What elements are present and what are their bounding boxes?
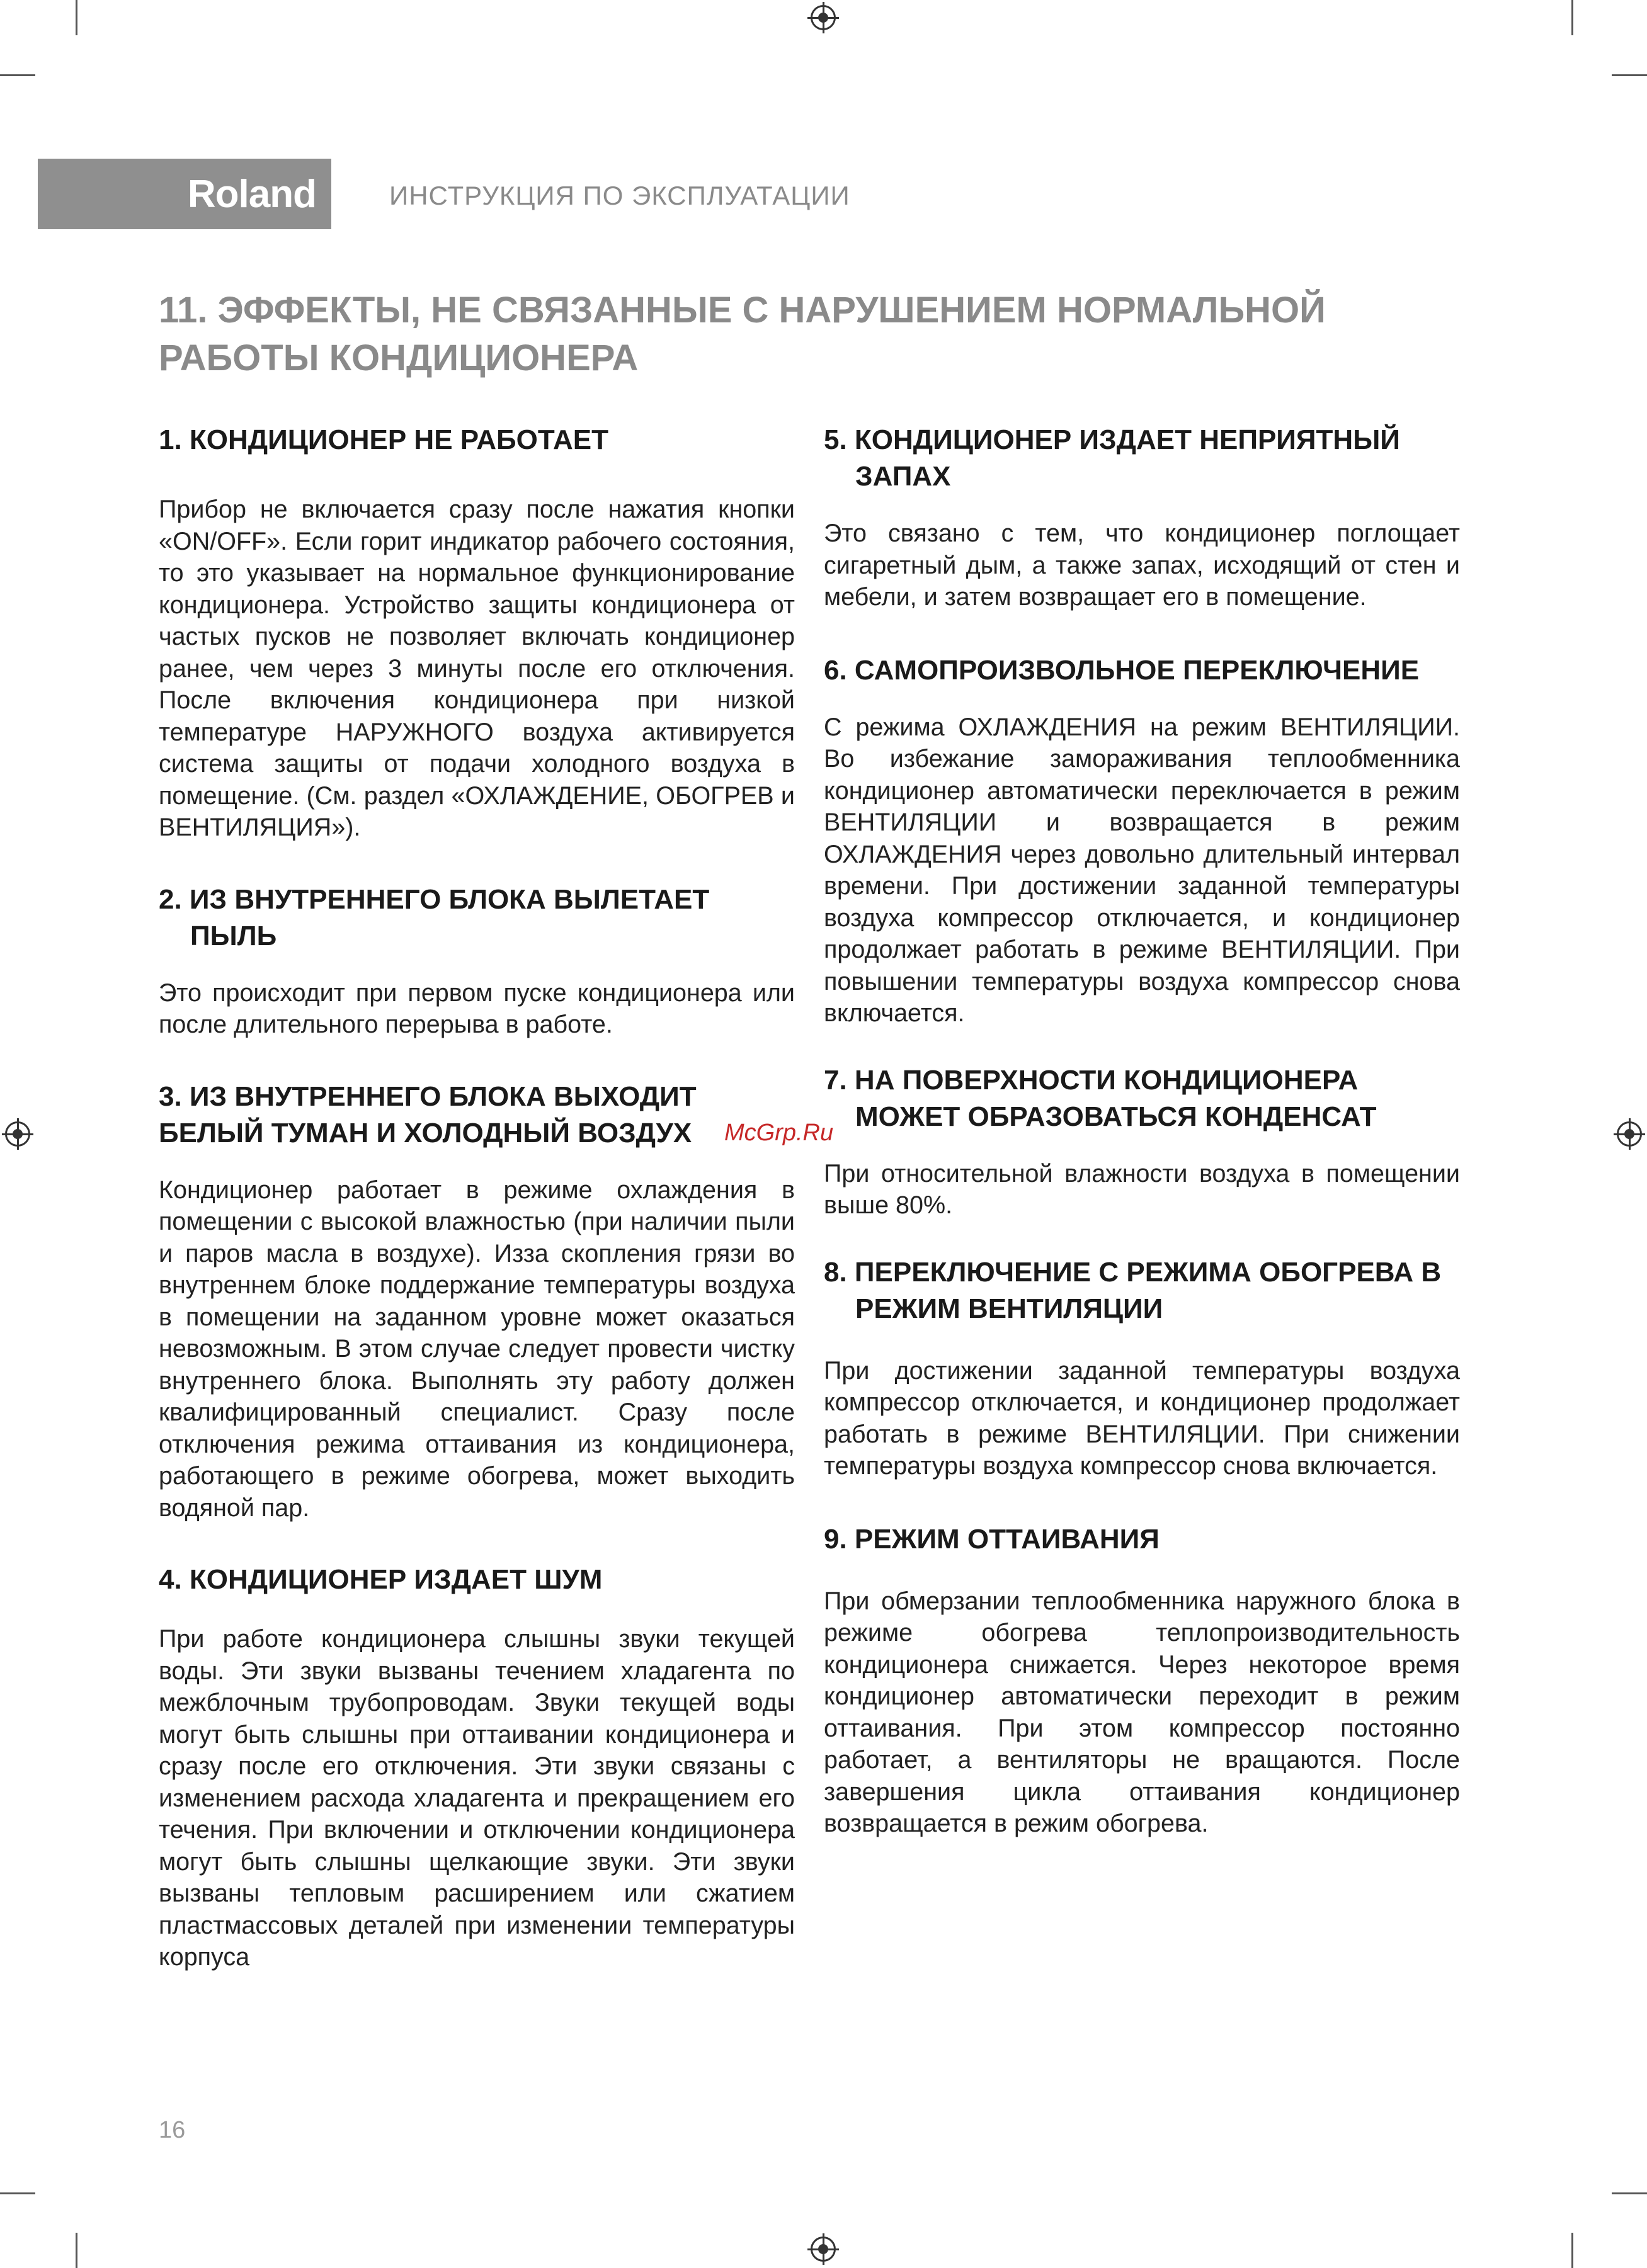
- section-title: 1. КОНДИЦИОНЕР НЕ РАБОТАЕТ: [159, 424, 608, 455]
- brand-logo: [38, 159, 331, 229]
- section-title: 3. ИЗ ВНУТРЕННЕГО БЛОКА ВЫХОДИТ БЕЛЫЙ ТУМАН И ХОЛОДНЫЙ ВОЗДУХ: [159, 1080, 697, 1148]
- section-1: [159, 422, 795, 844]
- section-5: [824, 422, 1460, 613]
- registration-mark-icon: [811, 5, 836, 30]
- registration-mark-icon: [811, 2237, 836, 2262]
- crop-mark: [76, 2233, 77, 2268]
- crop-mark: [1612, 2192, 1647, 2194]
- crop-mark: [0, 2192, 35, 2194]
- page-title: 11. ЭФФЕКТЫ, НЕ СВЯЗАННЫЕ С НАРУШЕНИЕМ НОРМАЛЬНОЙ РАБОТЫ КОНДИЦИОНЕРА: [159, 290, 1326, 378]
- section-title: 7. НА ПОВЕРХНОСТИ КОНДИЦИОНЕРА МОЖЕТ ОБРАЗОВАТЬСЯ КОНДЕНСАТ: [824, 1064, 1377, 1132]
- section-text: Это связано с тем, что кондиционер поглощает сигаретный дым, а также запах, исходящий от стен и мебели, и затем возвращает его в помещение.: [824, 519, 1460, 611]
- registration-mark-icon: [5, 1121, 30, 1147]
- section-8: [824, 1254, 1460, 1482]
- doc-title: ИНСТРУКЦИЯ ПО ЭКСПЛУАТАЦИИ: [389, 181, 850, 210]
- crop-mark: [1571, 2233, 1573, 2268]
- section-text: С режима ОХЛАЖДЕНИЯ на режим ВЕНТИЛЯЦИИ. Во избежание замораживания теплообменника кондиционер автоматически переключается в режим ВЕНТИЛЯЦИИ и возвращается в режим ОХЛАЖДЕНИЯ через довольно длительный интервал времени. При достижении заданной температуры воздуха компрессор отключается, и кондиционер продолжает работать в режиме ВЕНТИЛЯЦИИ. При повышении температуры воздуха компрессор снова включается.: [824, 713, 1460, 1027]
- crop-mark: [1612, 74, 1647, 76]
- section-4: [159, 1562, 795, 1973]
- watermark: McGrp.Ru: [724, 1120, 834, 1146]
- section-text: При относительной влажности воздуха в помещении выше 80%.: [824, 1159, 1460, 1219]
- section-title: 8. ПЕРЕКЛЮЧЕНИЕ С РЕЖИМА ОБОГРЕВА В РЕЖИМ ВЕНТИЛЯЦИИ: [824, 1256, 1442, 1324]
- section-title: 9. РЕЖИМ ОТТАИВАНИЯ: [824, 1523, 1160, 1555]
- section-text: При обмерзании теплообменника наружного блока в режиме обогрева теплопроизводительность кондиционера снижается. Через некоторое время кондиционер автоматически переходит в режим оттаивания. При этом компрессор постоянно работает, а вентиляторы не вращаются. После завершения цикла оттаивания кондиционер возвращается в режим обогрева.: [824, 1587, 1460, 1837]
- registration-mark-icon: [1617, 1121, 1642, 1147]
- right-column: [824, 422, 1460, 1873]
- section-text: При работе кондиционера слышны звуки текущей воды. Эти звуки вызваны течением хладагента по межблочным трубопроводам. Звуки текущей воды могут быть слышны при оттаивании кондиционера и сразу после его отключения. Эти звуки связаны с изменением расхода хладагента и прекращением его течения. При включении и отключении кондиционера могут быть слышны щелкающие звуки. Эти звуки вызваны тепловым расширением или сжатием пластмассовых деталей при изменении температуры корпуса: [159, 1625, 795, 1971]
- crop-mark: [1571, 0, 1573, 35]
- section-title: 5. КОНДИЦИОНЕР ИЗДАЕТ НЕПРИЯТНЫЙ ЗАПАХ: [824, 424, 1400, 492]
- crop-mark: [76, 0, 77, 35]
- section-9: [824, 1521, 1460, 1840]
- section-2: [159, 882, 795, 1041]
- page-number: 16: [159, 2117, 186, 2143]
- section-6: [824, 652, 1460, 1029]
- brand-logo-text: Roland: [187, 172, 316, 216]
- section-text: Кондиционер работает в режиме охлаждения в помещении с высокой влажностью (при наличии пыли и паров масла в воздухе). Изза скопления грязи во внутреннем блоке поддержание температуры воздуха в помещении на заданном уровне может оказаться невозможным. В этом случае следует провести чистку внутреннего блока. Выполнять эту работу должен квалифицированный специалист. Сразу после отключения режима оттаивания из кондиционера, работающего в режиме обогрева, может выходить водяной пар.: [159, 1176, 795, 1522]
- crop-mark: [0, 74, 35, 76]
- section-7: [824, 1062, 1460, 1222]
- section-text: При достижении заданной температуры воздуха компрессор отключается, и кондиционер продолжает работать в режиме ВЕНТИЛЯЦИИ. При снижении температуры воздуха компрессор снова включается.: [824, 1356, 1460, 1480]
- section-title: 6. САМОПРОИЗВОЛЬНОЕ ПЕРЕКЛЮЧЕНИЕ: [824, 654, 1420, 686]
- section-title: 2. ИЗ ВНУТРЕННЕГО БЛОКА ВЫЛЕТАЕТ ПЫЛЬ: [159, 883, 710, 951]
- section-text: Прибор не включается сразу после нажатия кнопки «ON/OFF». Если горит индикатор рабочего состояния, то это указывает на нормальное функционирование кондиционера. Устройство защиты кондиционера от частых пусков не позволяет включать кондиционер ранее, чем через 3 минуты после его отключения. После включения кондиционера при низкой температуре НАРУЖНОГО воздуха активируется система защиты от подачи холодного воздуха в помещение. (См. раздел «ОХЛАЖДЕНИЕ, ОБОГРЕВ и ВЕНТИЛЯЦИЯ»).: [159, 496, 795, 841]
- section-text: Это происходит при первом пуске кондиционера или после длительного перерыва в работе.: [159, 978, 795, 1038]
- left-column: [159, 422, 795, 2006]
- section-3: [159, 1079, 795, 1524]
- section-title: 4. КОНДИЦИОНЕР ИЗДАЕТ ШУМ: [159, 1564, 603, 1595]
